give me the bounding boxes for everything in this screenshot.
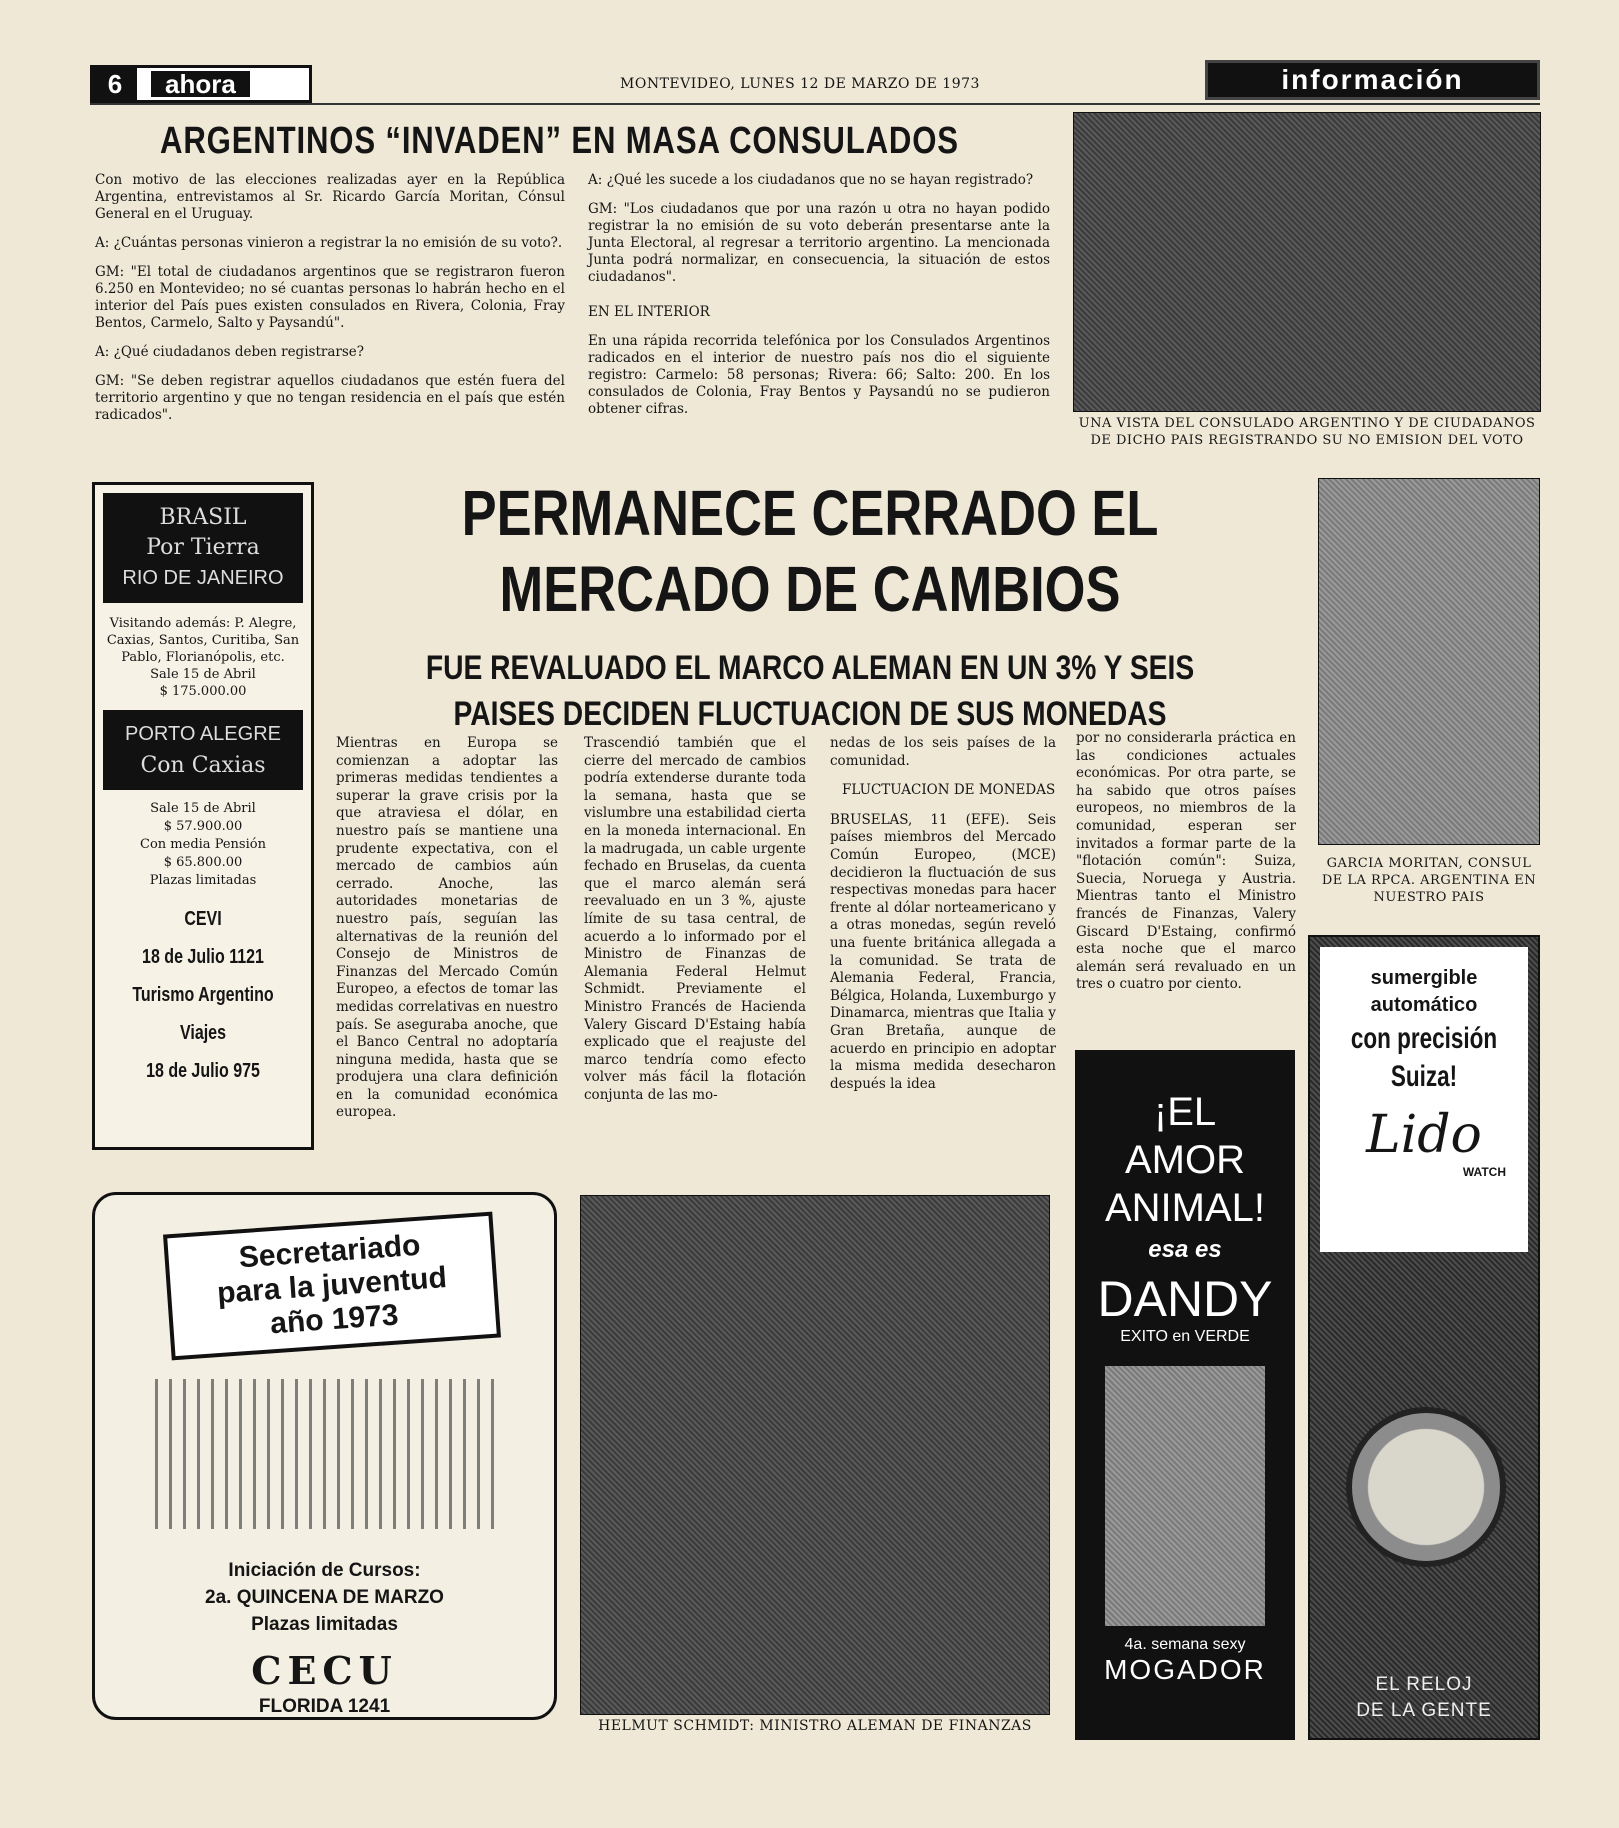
ad-text: 2a. QUINCENA DE MARZO: [205, 1587, 444, 1608]
publication-name: ahora: [151, 71, 250, 97]
ad-text: ¡EL: [1153, 1090, 1217, 1134]
dateline: MONTEVIDEO, LUNES 12 DE MARZO DE 1973: [620, 76, 980, 92]
ad-title: para la juventud: [216, 1261, 448, 1310]
main-story-col2: Trascendió también que el cierre del mercado de cambios podría extenderse durante toda la semana, hasta que se vislumbre una estabilidad cierta en la moneda internacional. En la madrugada, un cable urgente fechado en Bruselas, da cuenta que el marco alemán será reevaluado en un 3 %, ajuste límite de su tasa central, de acuerdo a lo informado por el Ministro de Finanzas de Alemania Federal Helmut Schmidt. Previamente el Ministro Francés de Hacienda Valery Giscard D'Estaing había explicado que el reajuste del marco tendría como efecto volver más fácil la flotación conjunta de las mo-: [584, 735, 806, 1103]
watch-ad: [1308, 935, 1540, 1740]
dandy-ad: [1075, 1050, 1295, 1740]
paragraph: GM: "Los ciudadanos que por una razón u otra no hayan podido registrar la no emisión de su voto deberán presentarse ante la Junta Electoral, al regresar a territorio argentino. La mencionada Junta podrá normalizar, en consecuencia, la situación de estos ciudadanos".: [588, 201, 1050, 285]
ad-text: Visitando además: P. Alegre, Caxias, Santos, Curitiba, San Pablo, Florianópolis, etc.: [106, 616, 300, 665]
agency-name: CEVI: [184, 908, 222, 930]
agency-address: 18 de Julio 975: [146, 1060, 260, 1082]
agency-name: Turismo Argentino: [132, 984, 274, 1006]
main-subhead-line1: FUE REVALUADO EL MARCO ALEMAN EN UN 3% Y SEIS: [425, 649, 1195, 687]
watch-illustration: [1346, 1407, 1506, 1567]
ad-subtitle: Por Tierra: [146, 535, 260, 560]
dandy-title: DANDY: [1097, 1271, 1273, 1327]
ad-date: Sale 15 de Abril: [150, 801, 256, 816]
ad-text: Iniciación de Cursos:: [228, 1560, 421, 1581]
main-story-col1: Mientras en Europa se comienzan a adoptar las primeras medidas tendientes a superar la grave crisis por la que atraviesa el dólar, en nuestro país se mantiene una prudente expectativa, con el mercado de cambios aún cerrado. Anoche, las autoridades monetarias de nuestro país, seguían las alternativas de la reunión del Consejo de Ministros de Finanzas del Mercado Común Europeo, a efectos de tomar las medidas correlativas en nuestro país. Se aseguraba anoche, que el Banco Central no adoptaría ninguna medida, hasta que se produjera una clara definición en la comunidad económica europea.: [336, 735, 558, 1121]
main-headline-line1: PERMANECE CERRADO EL: [461, 477, 1159, 549]
main-headline-line2: MERCADO DE CAMBIOS: [499, 553, 1121, 625]
cecu-logo: CECU: [251, 1648, 398, 1693]
paragraph: A: ¿Qué les sucede a los ciudadanos que no se hayan registrado?: [588, 172, 1034, 188]
paragraph: A: ¿Cuántas personas vinieron a registrar la no emisión de su voto?.: [95, 235, 563, 251]
ad-price: $ 175.000.00: [159, 684, 247, 699]
theater-name: MOGADOR: [1104, 1654, 1266, 1685]
ad-text: WATCH: [1462, 1165, 1506, 1179]
main-story-col3: [830, 735, 1056, 1105]
ad-title: Secretariado: [237, 1228, 422, 1275]
ad-subtitle: Con Caxias: [140, 753, 266, 778]
ad-title-brasil: BRASIL: [159, 505, 247, 530]
consulate-photo: [1073, 112, 1541, 412]
crowd-illustration: [155, 1379, 495, 1529]
section-label: información: [1205, 60, 1540, 100]
ad-text: AMOR: [1125, 1138, 1245, 1182]
section-subhead: EN EL INTERIOR: [588, 304, 710, 320]
paragraph: GM: "Se deben registrar aquellos ciudadanos que estén fuera del territorio argentino y que no tengan residencia en el país que estén radicados".: [95, 373, 565, 423]
paragraph: GM: "El total de ciudadanos argentinos que se registraron fueron 6.250 en Montevideo; no sé cuantas personas lo habrán hecho en el interior del País pues existen consulados en Rivera, Colonia, Fray Bentos, Carmelo, Salto y Paysandú".: [95, 264, 565, 331]
ad-text: automático: [1370, 994, 1478, 1016]
schmidt-caption: HELMUT SCHMIDT: MINISTRO ALEMAN DE FINANZAS: [598, 1718, 1032, 1734]
youth-ad: [92, 1192, 557, 1720]
paragraph: nedas de los seis países de la comunidad.: [830, 735, 1056, 769]
agency-name: Viajes: [180, 1022, 226, 1044]
consulate-photo-caption: UNA VISTA DEL CONSULADO ARGENTINO Y DE CIUDADANOS DE DICHO PAIS REGISTRANDO SU NO EMISION DEL VOTO: [1078, 416, 1536, 448]
header-rule: [90, 103, 1540, 105]
moritan-caption: GARCIA MORITAN, CONSUL DE LA RPCA. ARGENTINA EN NUESTRO PAIS: [1321, 856, 1537, 905]
ad-date: Sale 15 de Abril: [150, 667, 256, 682]
paragraph: Con motivo de las elecciones realizadas ayer en la República Argentina, entrevistamos al Sr. Ricardo García Moritan, Cónsul General en el Uruguay.: [95, 172, 565, 222]
section-subhead: FLUCTUACION DE MONEDAS: [842, 782, 1056, 799]
ad-tagline: EXITO en VERDE: [1120, 1328, 1250, 1345]
travel-ad: [92, 482, 314, 1150]
ad-destination: RIO DE JANEIRO: [122, 567, 284, 589]
schmidt-photo: [580, 1195, 1050, 1715]
ad-text: Con media Pensión: [140, 837, 266, 852]
ad-text: Suiza!: [1390, 1060, 1458, 1093]
ad-text: 4a. semana sexy: [1124, 1636, 1246, 1653]
ad-text: sumergible: [1370, 967, 1478, 989]
ad-title: año 1973: [269, 1298, 400, 1341]
paragraph: BRUSELAS, 11 (EFE). Seis países miembros del Mercado Común Europeo, (MCE) decidieron la fluctuación de sus respectivas monedas para hacer frente al dólar norteamericano y a otras monedas, según reveló una fuente británica allegada a la comunidad. Se trata de Alemania Federal, Francia, Bélgica, Holanda, Luxemburgo y Dinamarca, mientras que Italia y Gran Bretaña, aunque de acuerdo en principio en adoptar la misma medida desecharon después la idea: [830, 811, 1056, 1092]
ad-text: con precisión: [1350, 1022, 1498, 1055]
ad-text: esa es: [1148, 1236, 1222, 1263]
dandy-illustration: [1105, 1366, 1265, 1626]
main-story-col4: por no considerarla práctica en las condiciones actuales económicas. Por otra parte, se ha sabido que otros países europeos, no miembros de la comunidad, esperan ser invitados a formar parte de la "flotación común": Suiza, Suecia, Noruega y Austria. Mientras tanto el Ministro francés de Finanzas, Valery Giscard D'Estaing, confirmó esta noche que el marco alemán será revaluado en un tres o cuatro por ciento.: [1076, 730, 1296, 993]
ad-destination: PORTO ALEGRE: [125, 723, 281, 745]
ad-address: FLORIDA 1241: [258, 1696, 391, 1717]
ad-slogan: EL RELOJ: [1375, 1674, 1473, 1695]
paragraph: A: ¿Qué ciudadanos deben registrarse?: [95, 344, 364, 360]
agency-address: 18 de Julio 1121: [142, 946, 264, 968]
lido-logo: Lido: [1366, 1105, 1482, 1165]
paragraph: En una rápida recorrida telefónica por los Consulados Argentinos radicados en el interior de nuestro país nos dio el siguiente registro: Carmelo: 58 personas; Rivera: 66; Salto: 200. En los consulados de Colonia, Fray Bentos y Paysandú no se pudieron obtener cifras.: [588, 333, 1050, 417]
consulados-col2: [588, 172, 1050, 430]
ad-text: ANIMAL!: [1104, 1186, 1266, 1230]
ad-text: Plazas limitadas: [251, 1614, 398, 1635]
ad-slogan: DE LA GENTE: [1356, 1700, 1492, 1721]
consulados-col1: [95, 172, 565, 436]
consulados-headline: ARGENTINOS “INVADEN” EN MASA CONSULADOS: [160, 120, 959, 162]
ad-price: $ 57.900.00: [163, 819, 243, 834]
page-number: 6: [93, 68, 137, 100]
main-subhead-line2: PAISES DECIDEN FLUCTUACION DE SUS MONEDAS: [453, 695, 1167, 733]
ad-text: Plazas limitadas: [149, 873, 257, 888]
moritan-portrait: [1318, 478, 1540, 845]
masthead-box: [90, 65, 312, 103]
ad-price: $ 65.800.00: [163, 855, 243, 870]
